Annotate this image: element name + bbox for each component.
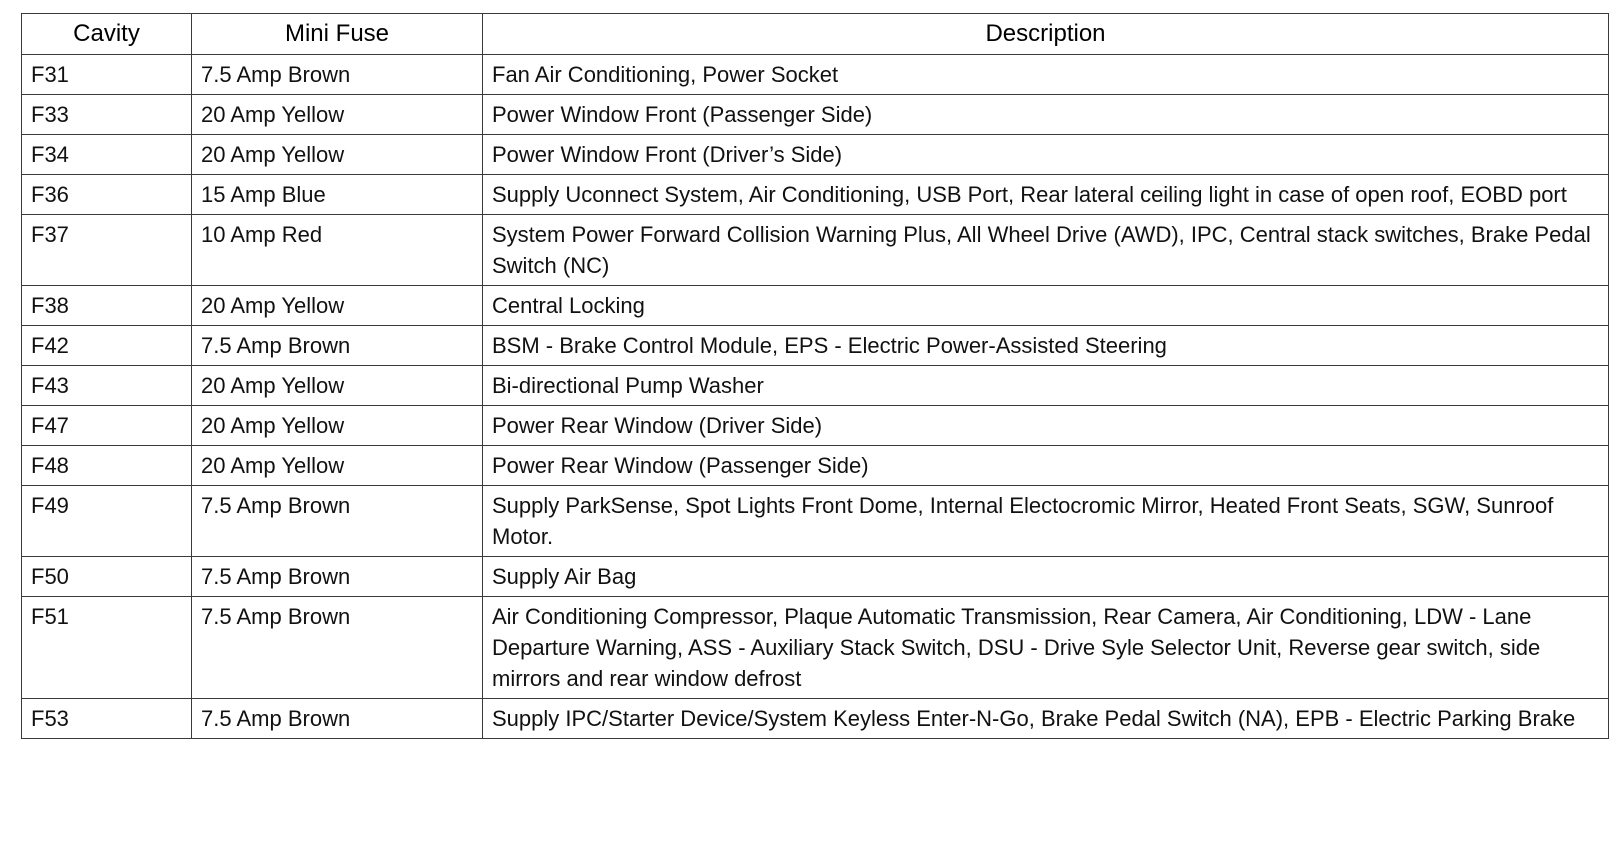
- table-row: [22, 486, 1609, 557]
- table-row: [22, 55, 1609, 95]
- description-cell: Fan Air Conditioning, Power Socket: [483, 55, 1609, 95]
- cavity-cell: F38: [22, 286, 192, 326]
- description-cell: Power Rear Window (Driver Side): [483, 406, 1609, 446]
- fuse-cell: 15 Amp Blue: [192, 175, 483, 215]
- fuse-cell: 20 Amp Yellow: [192, 95, 483, 135]
- header-mini-fuse: Mini Fuse: [192, 14, 483, 55]
- fuse-cell: 20 Amp Yellow: [192, 406, 483, 446]
- table-row: [22, 215, 1609, 286]
- fuse-cell: 7.5 Amp Brown: [192, 557, 483, 597]
- cavity-cell: F33: [22, 95, 192, 135]
- description-cell: Supply ParkSense, Spot Lights Front Dome, Internal Electocromic Mirror, Heated Front Seats, SGW, Sunroof Motor.: [483, 486, 1609, 557]
- description-cell: Power Window Front (Driver’s Side): [483, 135, 1609, 175]
- table-row: [22, 286, 1609, 326]
- header-row: [22, 14, 1609, 55]
- fuse-cell: 7.5 Amp Brown: [192, 55, 483, 95]
- description-cell: Supply Air Bag: [483, 557, 1609, 597]
- table-row: [22, 95, 1609, 135]
- table-row: [22, 406, 1609, 446]
- description-cell: Power Rear Window (Passenger Side): [483, 446, 1609, 486]
- table-row: [22, 175, 1609, 215]
- fuse-cell: 7.5 Amp Brown: [192, 699, 483, 739]
- description-cell: Central Locking: [483, 286, 1609, 326]
- fuse-cell: 7.5 Amp Brown: [192, 326, 483, 366]
- table-row: [22, 557, 1609, 597]
- fuse-cell: 7.5 Amp Brown: [192, 597, 483, 699]
- cavity-cell: F34: [22, 135, 192, 175]
- table-row: [22, 699, 1609, 739]
- description-cell: System Power Forward Collision Warning Plus, All Wheel Drive (AWD), IPC, Central stack switches, Brake Pedal Switch (NC): [483, 215, 1609, 286]
- cavity-cell: F50: [22, 557, 192, 597]
- table-row: [22, 366, 1609, 406]
- table-body: [22, 55, 1609, 739]
- fuse-cell: 20 Amp Yellow: [192, 135, 483, 175]
- fuse-cell: 20 Amp Yellow: [192, 366, 483, 406]
- cavity-cell: F37: [22, 215, 192, 286]
- description-cell: BSM - Brake Control Module, EPS - Electric Power-Assisted Steering: [483, 326, 1609, 366]
- table-row: [22, 135, 1609, 175]
- description-cell: Bi-directional Pump Washer: [483, 366, 1609, 406]
- table-row: [22, 597, 1609, 699]
- description-cell: Supply Uconnect System, Air Conditioning, USB Port, Rear lateral ceiling light in case of open roof, EOBD port: [483, 175, 1609, 215]
- description-cell: Supply IPC/Starter Device/System Keyless Enter-N-Go, Brake Pedal Switch (NA), EPB - Electric Parking Brake: [483, 699, 1609, 739]
- fuse-cell: 7.5 Amp Brown: [192, 486, 483, 557]
- fuse-cell: 10 Amp Red: [192, 215, 483, 286]
- cavity-cell: F31: [22, 55, 192, 95]
- cavity-cell: F36: [22, 175, 192, 215]
- cavity-cell: F43: [22, 366, 192, 406]
- cavity-cell: F47: [22, 406, 192, 446]
- header-cavity: Cavity: [22, 14, 192, 55]
- description-cell: Power Window Front (Passenger Side): [483, 95, 1609, 135]
- fuse-cell: 20 Amp Yellow: [192, 446, 483, 486]
- cavity-cell: F53: [22, 699, 192, 739]
- table-row: [22, 446, 1609, 486]
- description-cell: Air Conditioning Compressor, Plaque Automatic Transmission, Rear Camera, Air Conditioning, LDW - Lane Departure Warning, ASS - Auxiliary Stack Switch, DSU - Drive Syle Selector Unit, Reverse gear switch, side mirrors and rear window defrost: [483, 597, 1609, 699]
- header-description: Description: [483, 14, 1609, 55]
- table-row: [22, 326, 1609, 366]
- cavity-cell: F48: [22, 446, 192, 486]
- fuse-cell: 20 Amp Yellow: [192, 286, 483, 326]
- fuse-table: [21, 13, 1609, 739]
- cavity-cell: F51: [22, 597, 192, 699]
- cavity-cell: F42: [22, 326, 192, 366]
- cavity-cell: F49: [22, 486, 192, 557]
